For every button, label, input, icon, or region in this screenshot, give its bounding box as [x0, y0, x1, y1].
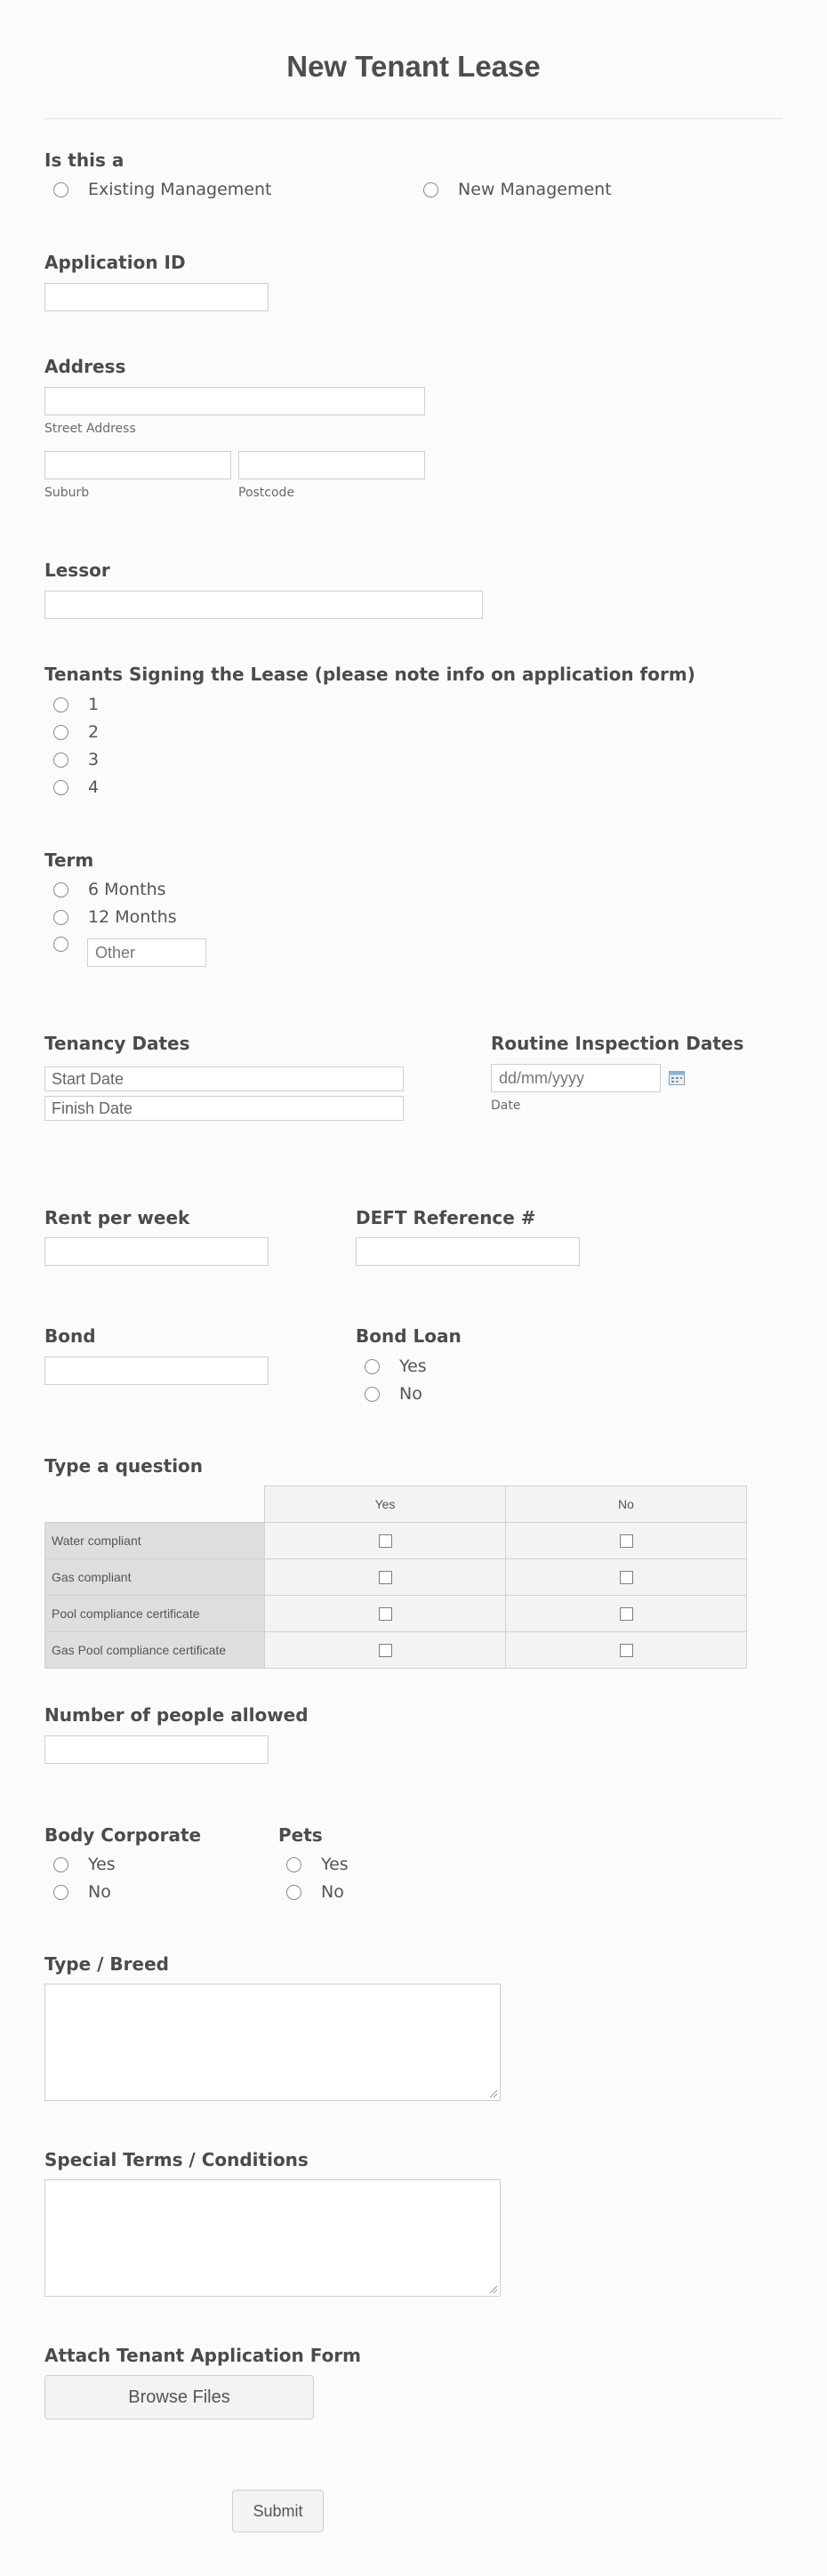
- deft-input[interactable]: [356, 1237, 580, 1266]
- checkbox-gas-pool-yes[interactable]: [379, 1644, 392, 1657]
- address-label: Address: [44, 356, 126, 377]
- body-corporate-option-no[interactable]: [53, 1882, 111, 1902]
- application-id-input[interactable]: [44, 283, 269, 311]
- inspection-date-input[interactable]: dd/mm/yyyy: [491, 1064, 661, 1092]
- bond-loan-option-no[interactable]: [365, 1384, 422, 1404]
- resize-handle-icon[interactable]: [489, 2285, 498, 2294]
- option-label: 3: [88, 750, 100, 769]
- attach-label: Attach Tenant Application Form: [44, 2345, 362, 2366]
- tenants-label: Tenants Signing the Lease (please note info on application form): [44, 664, 695, 685]
- people-input[interactable]: [44, 1735, 269, 1764]
- body-corporate-label: Body Corporate: [44, 1824, 202, 1846]
- option-label: 2: [88, 722, 100, 742]
- tenancy-dates-label: Tenancy Dates: [44, 1033, 190, 1054]
- radio-new[interactable]: [423, 182, 438, 197]
- radio-pets-no[interactable]: [286, 1885, 301, 1900]
- special-terms-textarea[interactable]: [44, 2179, 501, 2297]
- matrix-header-row: [45, 1486, 747, 1523]
- option-label: 12 Months: [88, 907, 177, 927]
- term-other-input[interactable]: Other: [87, 938, 206, 967]
- deft-label: DEFT Reference #: [356, 1207, 536, 1228]
- radio-tenants-1[interactable]: [53, 697, 68, 712]
- finish-date-input[interactable]: Finish Date: [44, 1096, 404, 1121]
- bond-loan-option-yes[interactable]: [365, 1356, 427, 1376]
- management-option-existing[interactable]: [53, 180, 271, 199]
- matrix-cell-no[interactable]: [506, 1558, 747, 1595]
- matrix-row: [45, 1631, 747, 1668]
- option-label: No: [88, 1882, 111, 1902]
- option-label: Yes: [88, 1855, 116, 1874]
- matrix-col-yes: Yes: [265, 1486, 506, 1523]
- browse-files-button[interactable]: Browse Files: [44, 2375, 314, 2419]
- matrix-row-label: Gas Pool compliance certificate: [45, 1631, 265, 1668]
- matrix-row: [45, 1522, 747, 1558]
- checkbox-water-no[interactable]: [620, 1534, 633, 1548]
- matrix-cell-yes[interactable]: [265, 1522, 506, 1558]
- title-divider: [44, 118, 783, 119]
- radio-pets-yes[interactable]: [286, 1857, 301, 1872]
- radio-body-corporate-yes[interactable]: [53, 1857, 68, 1872]
- option-label: No: [321, 1882, 344, 1902]
- matrix-row-label: Pool compliance certificate: [45, 1595, 265, 1631]
- checkbox-gas-no[interactable]: [620, 1571, 633, 1584]
- breed-label: Type / Breed: [44, 1953, 169, 1975]
- checkbox-water-yes[interactable]: [379, 1534, 392, 1548]
- pets-option-yes[interactable]: [286, 1855, 349, 1874]
- radio-term-12[interactable]: [53, 910, 68, 925]
- matrix-corner: [45, 1486, 265, 1523]
- radio-existing[interactable]: [53, 182, 68, 197]
- radio-tenants-3[interactable]: [53, 753, 68, 768]
- postcode-sublabel: Postcode: [238, 486, 295, 500]
- radio-tenants-4[interactable]: [53, 780, 68, 795]
- special-terms-label: Special Terms / Conditions: [44, 2149, 309, 2170]
- suburb-input[interactable]: [44, 451, 231, 479]
- tenants-option-4[interactable]: [53, 777, 99, 797]
- lessor-input[interactable]: [44, 591, 483, 619]
- checkbox-pool-no[interactable]: [620, 1607, 633, 1621]
- inspection-date-sublabel: Date: [491, 1099, 521, 1113]
- submit-button[interactable]: Submit: [232, 2490, 324, 2532]
- term-label: Term: [44, 849, 94, 871]
- suburb-sublabel: Suburb: [44, 486, 90, 500]
- option-label: Existing Management: [88, 180, 272, 199]
- option-label: 6 Months: [88, 880, 166, 899]
- option-label: 4: [88, 777, 100, 797]
- term-option-12-months[interactable]: [53, 907, 177, 927]
- matrix-row-label: Water compliant: [45, 1522, 265, 1558]
- matrix-row: [45, 1558, 747, 1595]
- bond-input[interactable]: [44, 1356, 269, 1385]
- radio-term-6[interactable]: [53, 882, 68, 898]
- matrix-cell-no[interactable]: [506, 1595, 747, 1631]
- calendar-icon[interactable]: [669, 1071, 685, 1089]
- people-label: Number of people allowed: [44, 1704, 309, 1726]
- bond-loan-label: Bond Loan: [356, 1325, 462, 1347]
- radio-term-other[interactable]: [53, 937, 68, 952]
- radio-body-corporate-no[interactable]: [53, 1885, 68, 1900]
- radio-tenants-2[interactable]: [53, 725, 68, 740]
- rent-input[interactable]: [44, 1237, 269, 1266]
- checkbox-pool-yes[interactable]: [379, 1607, 392, 1621]
- option-label: Yes: [321, 1855, 349, 1874]
- compliance-matrix: [44, 1485, 747, 1669]
- option-label: New Management: [458, 180, 612, 199]
- radio-bond-loan-no[interactable]: [365, 1387, 380, 1402]
- start-date-input[interactable]: Start Date: [44, 1067, 404, 1091]
- body-corporate-option-yes[interactable]: [53, 1855, 116, 1874]
- pets-option-no[interactable]: [286, 1882, 344, 1902]
- management-option-new[interactable]: [423, 180, 612, 199]
- term-option-6-months[interactable]: [53, 880, 166, 899]
- checkbox-gas-yes[interactable]: [379, 1571, 392, 1584]
- street-address-input[interactable]: [44, 387, 425, 415]
- resize-handle-icon[interactable]: [489, 2089, 498, 2098]
- option-label: 1: [88, 695, 100, 714]
- postcode-input[interactable]: [238, 451, 425, 479]
- option-label: Yes: [399, 1356, 427, 1376]
- matrix-cell-yes[interactable]: [265, 1631, 506, 1668]
- rent-label: Rent per week: [44, 1207, 190, 1228]
- breed-textarea[interactable]: [44, 1984, 501, 2101]
- tenants-option-2[interactable]: [53, 722, 99, 742]
- bond-label: Bond: [44, 1325, 96, 1347]
- matrix-row: [45, 1595, 747, 1631]
- matrix-cell-yes[interactable]: [265, 1558, 506, 1595]
- management-label: Is this a: [44, 149, 124, 171]
- matrix-col-no: No: [506, 1486, 747, 1523]
- page-title: New Tenant Lease: [286, 50, 541, 83]
- tenants-option-3[interactable]: [53, 750, 99, 769]
- matrix-cell-no[interactable]: [506, 1522, 747, 1558]
- question-label: Type a question: [44, 1455, 204, 1477]
- application-id-label: Application ID: [44, 252, 186, 273]
- lessor-label: Lessor: [44, 559, 110, 581]
- matrix-row-label: Gas compliant: [45, 1558, 265, 1595]
- matrix-cell-no[interactable]: [506, 1631, 747, 1668]
- pets-label: Pets: [278, 1824, 323, 1846]
- option-label: No: [399, 1384, 422, 1404]
- inspection-dates-label: Routine Inspection Dates: [491, 1033, 744, 1054]
- tenants-option-1[interactable]: [53, 695, 99, 714]
- street-address-sublabel: Street Address: [44, 422, 136, 436]
- radio-bond-loan-yes[interactable]: [365, 1359, 380, 1374]
- matrix-cell-yes[interactable]: [265, 1595, 506, 1631]
- term-option-other[interactable]: [53, 937, 88, 952]
- checkbox-gas-pool-no[interactable]: [620, 1644, 633, 1657]
